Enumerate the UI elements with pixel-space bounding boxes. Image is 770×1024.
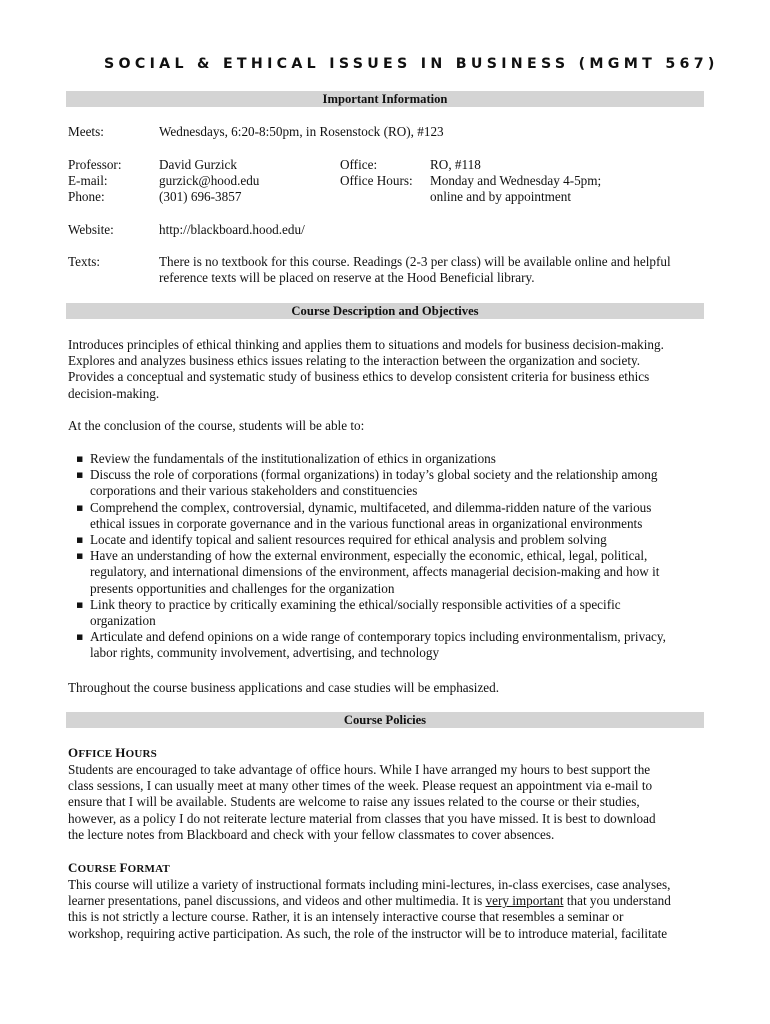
texts-value-line-2: reference texts will be placed on reserve at the Hood Beneficial library. (159, 270, 535, 285)
section-header-description: Course Description and Objectives (66, 303, 704, 319)
description-paragraph (68, 337, 704, 402)
conclusion-text: At the conclusion of the course, students will be able to: (68, 418, 365, 433)
paragraph-line: ensure that I will be available. Students are welcome to raise any issues related to the course or their studies, (68, 794, 640, 810)
texts-label: Texts: (68, 254, 101, 269)
paragraph-line: however, as a policy I do not reiterate lecture material from classes that you have missed. It is best to download (68, 810, 656, 826)
office-hours-value-2: online and by appointment (430, 189, 572, 204)
section-header-policies: Course Policies (66, 712, 704, 728)
objective-line: presents opportunities and challenges for the organization (90, 580, 395, 596)
email-value: gurzick@hood.edu (159, 173, 260, 188)
objective-item (68, 451, 704, 467)
paragraph-line: the lecture notes from Blackboard and check with your fellow classmates to cover absences. (68, 826, 555, 842)
objective-item (68, 532, 704, 548)
office-hours-paragraph (68, 762, 704, 843)
objective-item (68, 629, 704, 661)
objective-line: ▪ Comprehend the complex, controversial, dynamic, multifaceted, and dilemma-ridden nature of the various (90, 499, 652, 515)
meets-label: Meets: (68, 124, 104, 139)
emphasis-underline: very important (485, 893, 564, 909)
texts-value-line-1: There is no textbook for this course. Readings (2-3 per class) will be available online and helpful (159, 254, 671, 269)
website-label: Website: (68, 222, 114, 237)
document-title: SOCIAL & ETHICAL ISSUES IN BUSINESS (MGMT 567) (104, 56, 719, 72)
office-hours-label: Office Hours: (340, 173, 413, 188)
paragraph-line: class sessions, I can usually meet at many other times of the week. Please request an appointment via e-mail to (68, 778, 653, 794)
objective-line: corporations and their various stakeholders and constituencies (90, 483, 418, 499)
objective-line: ethical issues in corporate governance and in the various functional areas in organizational environments (90, 515, 643, 531)
office-value: RO, #118 (430, 157, 481, 172)
professor-value: David Gurzick (159, 157, 237, 172)
office-hours-value: Monday and Wednesday 4-5pm; (430, 173, 602, 188)
objective-line: ▪ Link theory to practice by critically examining the ethical/socially responsible activities of a specific (90, 596, 621, 612)
paragraph-line: workshop, requiring active participation. As such, the role of the instructor will be to introduce material, facilitate (68, 925, 668, 941)
objective-line: ▪ Review the fundamentals of the institutionalization of ethics in organizations (90, 451, 496, 466)
professor-label: Professor: (68, 157, 122, 172)
paragraph-line: Students are encouraged to take advantage of office hours. While I have arranged my hours to best support the (68, 762, 651, 777)
office-hours-heading: OFFICE HOURS (68, 745, 157, 760)
course-format-heading: COURSE FORMAT (68, 860, 170, 875)
course-format-paragraph (68, 877, 704, 942)
objective-item (68, 500, 704, 532)
objective-line: labor rights, community involvement, advertising, and technology (90, 645, 440, 661)
description-line: Explores and analyzes business ethics issues relating to the interaction between the organization and society. (68, 353, 641, 369)
phone-label: Phone: (68, 189, 105, 204)
objective-line: ▪ Discuss the role of corporations (formal organizations) in today’s global society and the relationship among (90, 467, 658, 483)
website-link[interactable]: http://blackboard.hood.edu/ (159, 222, 305, 237)
paragraph-line: this is not strictly a lecture course. Rather, it is an intensely interactive course that resembles a seminar or (68, 909, 624, 925)
paragraph-line: learner presentations, panel discussions, and videos and other multimedia. It is very important that you understand (68, 893, 671, 909)
objective-line: regulatory, and international dimensions of the environment, affects managerial decision-making and how it (90, 564, 660, 580)
email-label: E-mail: (68, 173, 108, 188)
throughout-text: Throughout the course business applications and case studies will be emphasized. (68, 680, 500, 695)
objective-line: ▪ Have an understanding of how the external environment, especially the economic, ethical, legal, political, (90, 548, 648, 564)
objective-item (68, 548, 704, 597)
meets-value: Wednesdays, 6:20-8:50pm, in Rosenstock (RO), #123 (159, 124, 444, 139)
objective-line: ▪ Articulate and defend opinions on a wide range of contemporary topics including environmentalism, privacy, (90, 629, 666, 645)
phone-value: (301) 696-3857 (159, 189, 242, 204)
section-header-important: Important Information (66, 91, 704, 107)
paragraph-line: This course will utilize a variety of instructional formats including mini-lectures, in-class exercises, case analyses, (68, 877, 671, 892)
objective-line: ▪ Locate and identify topical and salient resources required for ethical analysis and problem solving (90, 532, 607, 548)
objective-item (68, 597, 704, 629)
description-line: decision-making. (68, 385, 160, 401)
objective-item (68, 467, 704, 499)
office-label: Office: (340, 157, 378, 172)
description-line: Provides a conceptual and systematic study of business ethics to develop consistent criteria for business ethics (68, 369, 650, 385)
objectives-list (68, 451, 704, 662)
objective-line: organization (90, 613, 156, 629)
description-line: Introduces principles of ethical thinking and applies them to situations and models for business decision-making. (68, 337, 664, 352)
